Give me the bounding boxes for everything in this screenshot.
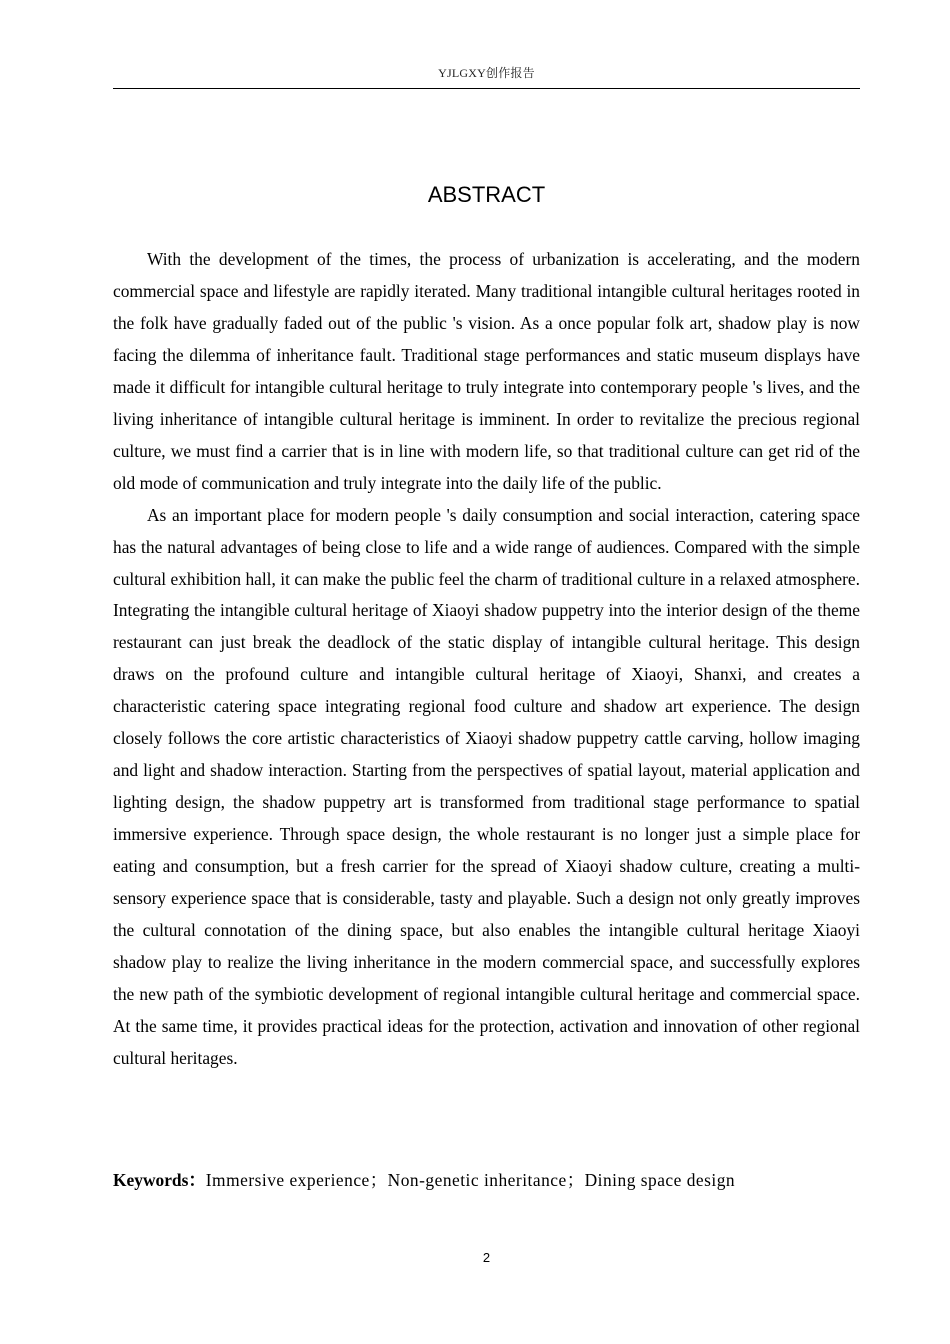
abstract-title: ABSTRACT xyxy=(427,182,546,207)
keywords-line xyxy=(113,1165,860,1195)
header-divider xyxy=(113,88,860,89)
abstract-body xyxy=(113,244,860,1075)
running-header: YJLGXY创作报告 xyxy=(438,66,535,80)
keywords-list: Immersive experience；Non-genetic inheritance；Dining space design xyxy=(205,1170,736,1190)
abstract-paragraph-1: With the development of the times, the process of urbanization is accelerating, and the modern commercial space and lifestyle are rapidly iterated. Many traditional intangible cultural heritages rooted in the folk have gradually faded out of the public 's vision. As a once popular folk art, shadow play is now facing the dilemma of inheritance fault. Traditional stage performances and static museum displays have made it difficult for intangible cultural heritage to truly integrate into contemporary people 's lives, and the living inheritance of intangible cultural heritage is imminent. In order to revitalize the precious regional culture, we must find a carrier that is in line with modern life, so that traditional culture can get rid of the old mode of communication and truly integrate into the daily life of the public. xyxy=(113,249,860,493)
abstract-paragraph-2: As an important place for modern people 's daily consumption and social interaction, catering space has the natural advantages of being close to life and a wide range of audiences. Compared with the simple cultural exhibition hall, it can make the public feel the charm of traditional culture in a relaxed atmosphere. Integrating the intangible cultural heritage of Xiaoyi shadow puppetry into the interior design of the theme restaurant can just break the deadlock of the static display of intangible cultural heritage. This design draws on the profound culture and intangible cultural heritage of Xiaoyi, Shanxi, and creates a characteristic catering space integrating regional food culture and shadow art experience. The design closely follows the core artistic characteristics of Xiaoyi shadow puppetry cattle carving, hollow imaging and light and shadow interaction. Starting from the perspectives of spatial layout, material application and lighting design, the shadow puppetry art is transformed from traditional stage performance to spatial immersive experience. Through space design, the whole restaurant is no longer just a simple place for eating and consumption, but a fresh carrier for the spread of Xiaoyi shadow culture, creating a multi-sensory experience space that is considerable, tasty and playable. Such a design not only greatly improves the cultural connotation of the dining space, but also enables the intangible cultural heritage Xiaoyi shadow play to realize the living inheritance in the modern commercial space, and successfully explores the new path of the symbiotic development of regional intangible cultural heritage and commercial space. At the same time, it provides practical ideas for the protection, activation and innovation of other regional cultural heritages. xyxy=(113,504,860,1068)
page-number: 2 xyxy=(482,1250,491,1265)
keywords-label: Keywords： xyxy=(113,1170,206,1190)
